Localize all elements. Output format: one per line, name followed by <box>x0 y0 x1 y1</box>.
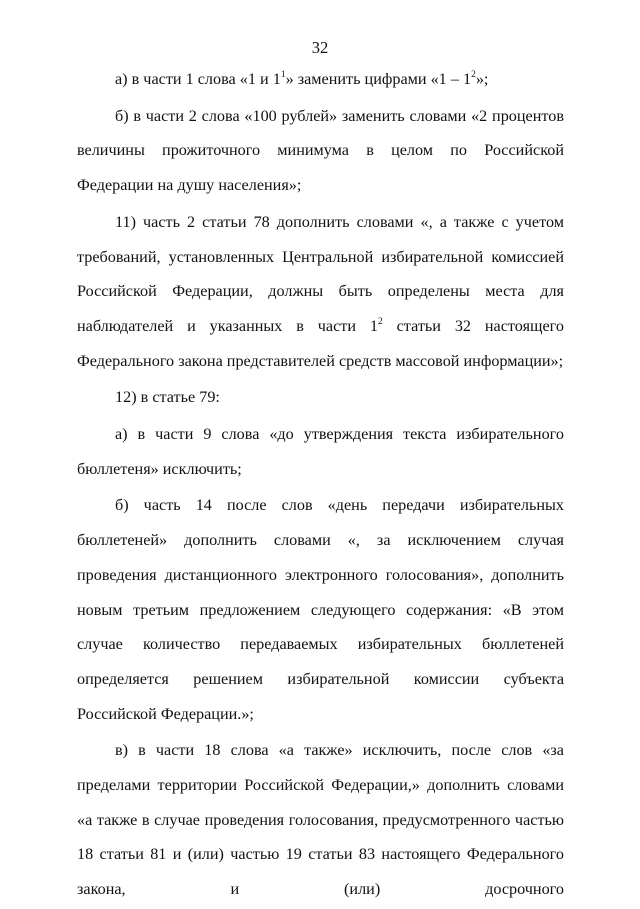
paragraph-item-a-text-1: а) в части 1 слова «1 и 1 <box>115 70 281 88</box>
paragraph-item-12b: б) часть 14 после слов «день передачи избирательных бюллетеней» дополнить словами «, за исключением случая проведения дистанционного электронного голосования», дополнить новым третьим предложением следующего содержания: «В этом случае количество передаваемых избирательных бюллетеней определяется решением избирательной комиссии субъекта Российской Федерации.»; <box>77 496 564 723</box>
paragraph-item-12v: в) в части 18 слова «а также» исключить, после слов «за пределами территории Российской Федерации,» дополнить словами «а также в случае проведения голосования, предусмотренного частью 18 статьи 81 и (или) частью 19 статьи 83 настоящего Федерального закона, и (или) досрочного <box>77 741 564 899</box>
paragraph-item-11 <box>77 205 564 379</box>
superscript-3: 2 <box>378 316 383 327</box>
paragraph-item-12: 12) в статье 79: <box>115 388 220 407</box>
paragraph-item-a <box>77 62 564 97</box>
paragraph-item-b: б) в части 2 слова «100 рублей» заменить словами «2 процентов величины прожиточного минимума в целом по Российской Федерации на душу населения»; <box>77 106 564 195</box>
document-body <box>77 62 564 909</box>
paragraph-item-11-text-2: статьи 32 настоящего Федерального закона представителей средств массовой информации»; <box>77 316 564 370</box>
paragraph-item-a-text-2: » заменить цифрами «1 – 1 <box>285 70 472 88</box>
paragraph-item-11-text-1: 11) часть 2 статьи 78 дополнить словами «, а также с учетом требований, установленных Центральной избирательной комиссией Российской Федерации, должны быть определены места для наблюдателей и указанных в части 1 <box>77 212 564 335</box>
paragraph-item-12a: а) в части 9 слова «до утверждения текста избирательного бюллетеня» исключить; <box>77 425 564 478</box>
superscript-2: 2 <box>471 69 476 80</box>
superscript-1: 1 <box>280 69 286 80</box>
paragraph-item-a-text-3: »; <box>475 70 489 88</box>
page-number: 32 <box>311 38 329 57</box>
